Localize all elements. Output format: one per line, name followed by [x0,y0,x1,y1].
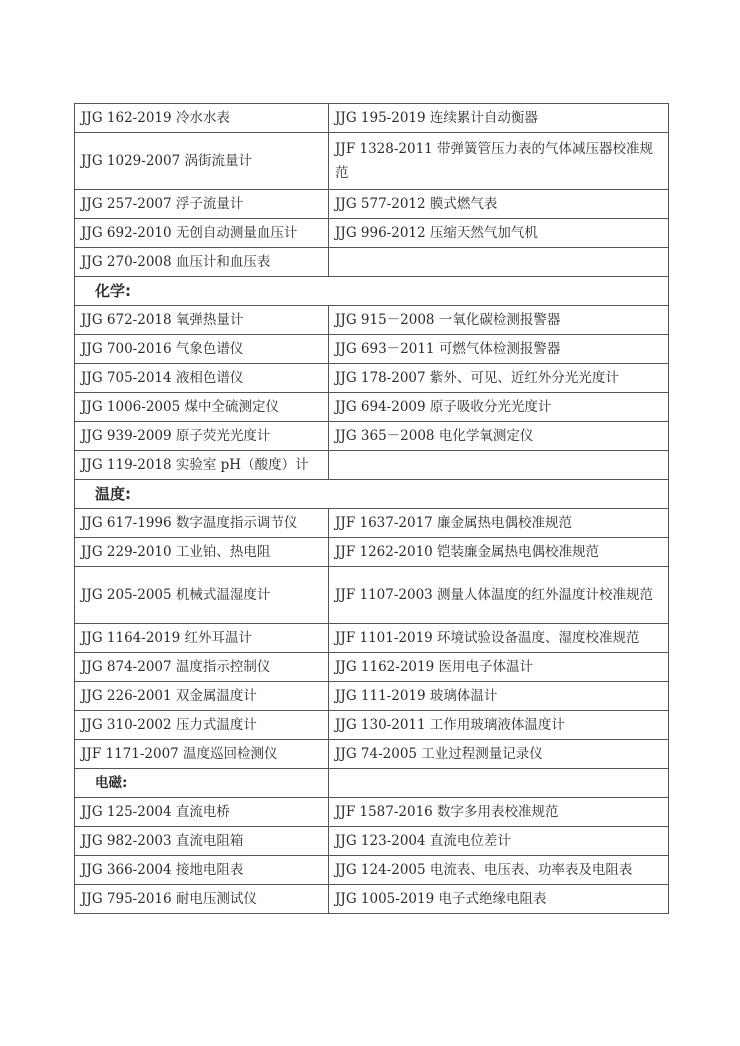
standard-cell: JJF 1101-2019 环境试验设备温度、湿度校准规范 [329,624,669,653]
standard-cell: JJG 1162-2019 医用电子体温计 [329,653,669,682]
standard-cell: JJF 1637-2017 廉金属热电偶校准规范 [329,509,669,538]
section-heading: 温度: [75,480,669,509]
standard-cell: JJG 226-2001 双金属温度计 [75,682,329,711]
standard-cell: JJG 229-2010 工业铂、热电阻 [75,538,329,567]
standard-cell: JJG 257-2007 浮子流量计 [75,190,329,219]
standard-cell: JJG 130-2011 工作用玻璃液体温度计 [329,711,669,740]
standard-cell: JJG 205-2005 机械式温湿度计 [75,567,329,624]
standard-cell: JJG 162-2019 冷水水表 [75,104,329,133]
standard-cell: JJG 125-2004 直流电桥 [75,798,329,827]
standard-cell: JJG 672-2018 氧弹热量计 [75,306,329,335]
standard-cell: JJG 694-2009 原子吸收分光光度计 [329,393,669,422]
standard-cell: JJG 795-2016 耐电压测试仪 [75,885,329,914]
standard-cell: JJG 693－2011 可燃气体检测报警器 [329,335,669,364]
standard-cell: JJG 270-2008 血压计和血压表 [75,248,329,277]
standards-table [74,103,669,914]
standard-cell: JJG 1006-2005 煤中全硫测定仪 [75,393,329,422]
standard-cell: JJG 366-2004 接地电阻表 [75,856,329,885]
standard-cell: JJG 1005-2019 电子式绝缘电阻表 [329,885,669,914]
standard-cell: JJF 1107-2003 测量人体温度的红外温度计校准规范 [329,567,669,624]
standard-cell: JJG 1029-2007 涡街流量计 [75,133,329,190]
standard-cell: JJG 124-2005 电流表、电压表、功率表及电阻表 [329,856,669,885]
standard-cell: JJF 1262-2010 铠装廉金属热电偶校准规范 [329,538,669,567]
standard-cell-empty [329,248,669,277]
standard-cell: JJG 617-1996 数字温度指示调节仪 [75,509,329,538]
standard-cell: JJG 874-2007 温度指示控制仪 [75,653,329,682]
standard-cell: JJG 996-2012 压缩天然气加气机 [329,219,669,248]
standard-cell: JJF 1171-2007 温度巡回检测仪 [75,740,329,769]
standard-cell: JJG 692-2010 无创自动测量血压计 [75,219,329,248]
standard-cell: JJG 982-2003 直流电阻箱 [75,827,329,856]
standard-cell: JJG 365－2008 电化学氧测定仪 [329,422,669,451]
section-heading: 化学: [75,277,669,306]
standard-cell: JJG 915－2008 一氧化碳检测报警器 [329,306,669,335]
standard-cell: JJG 178-2007 紫外、可见、近红外分光光度计 [329,364,669,393]
standard-cell: JJF 1587-2016 数字多用表校准规范 [329,798,669,827]
standard-cell: JJG 1164-2019 红外耳温计 [75,624,329,653]
standard-cell-empty [329,769,669,798]
standard-cell: JJG 111-2019 玻璃体温计 [329,682,669,711]
standard-cell: JJG 123-2004 直流电位差计 [329,827,669,856]
section-heading: 电磁: [75,769,329,798]
standard-cell: JJG 74-2005 工业过程测量记录仪 [329,740,669,769]
standard-cell-empty [329,451,669,480]
standard-cell: JJG 310-2002 压力式温度计 [75,711,329,740]
standard-cell: JJG 577-2012 膜式燃气表 [329,190,669,219]
standard-cell: JJF 1328-2011 带弹簧管压力表的气体减压器校准规范 [329,133,669,190]
standard-cell: JJG 939-2009 原子荧光光度计 [75,422,329,451]
standard-cell: JJG 700-2016 气象色谱仪 [75,335,329,364]
standard-cell: JJG 705-2014 液相色谱仪 [75,364,329,393]
standard-cell: JJG 119-2018 实验室 pH（酸度）计 [75,451,329,480]
standard-cell: JJG 195-2019 连续累计自动衡器 [329,104,669,133]
